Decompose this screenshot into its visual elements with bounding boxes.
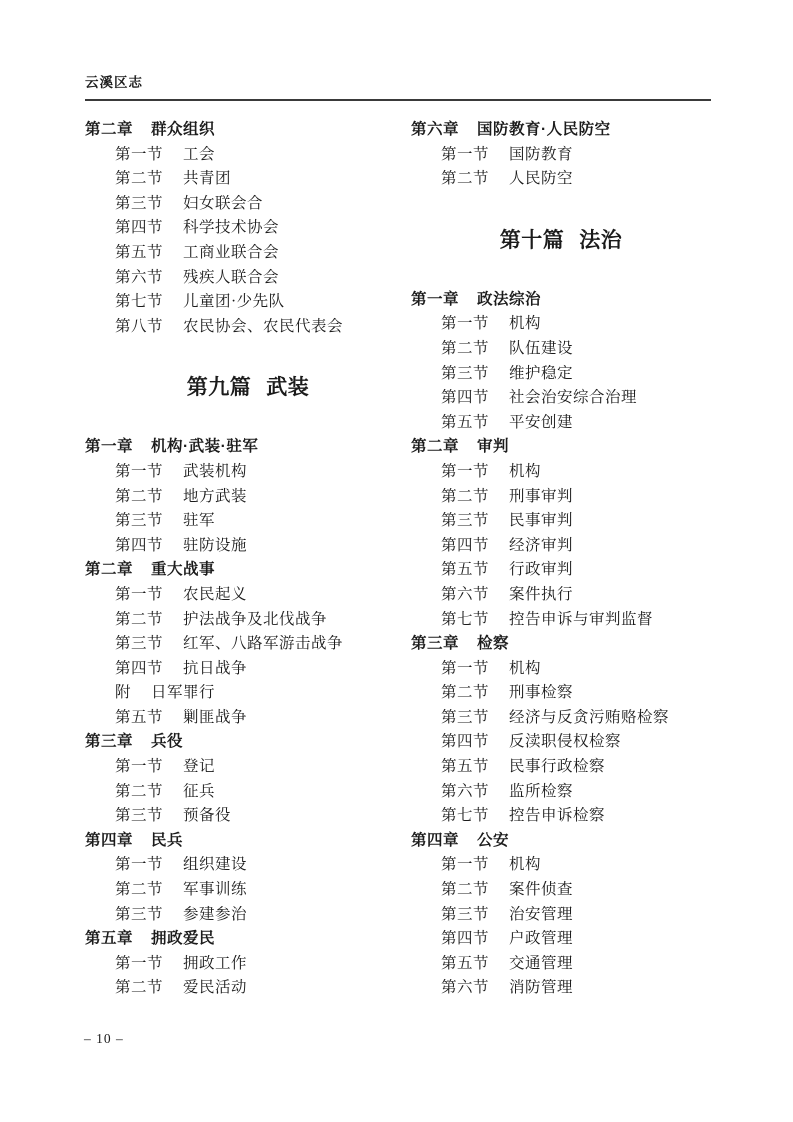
entry-number: 第九篇: [186, 376, 252, 400]
entry-title: 日军罪行: [151, 684, 216, 702]
entry-title: 军事训练: [183, 881, 248, 899]
toc-section-entry: [85, 143, 411, 168]
entry-number: 第一章: [411, 290, 460, 308]
entry-title: 机构·武装·驻军: [151, 438, 259, 456]
entry-number: 第一节: [441, 145, 490, 163]
entry-title: 武装: [266, 376, 310, 400]
toc-section-entry: [411, 534, 711, 559]
entry-number: 第四节: [115, 659, 164, 677]
entry-title: 反渎职侵权检察: [509, 733, 622, 751]
toc-section-entry: [85, 608, 411, 633]
entry-number: 第一节: [441, 315, 490, 333]
toc-section-entry: [411, 706, 711, 731]
page-number: – 10 –: [84, 1031, 124, 1046]
entry-number: 第四章: [411, 831, 460, 849]
entry-title: 科学技术协会: [183, 219, 280, 237]
toc-section-entry: [85, 632, 411, 657]
toc-section-entry: [411, 903, 711, 928]
entry-title: 农民起义: [183, 585, 248, 603]
entry-number: 附: [115, 684, 132, 702]
toc-section-entry: [85, 167, 411, 192]
entry-title: 农民协会、农民代表会: [183, 317, 344, 335]
toc-section-entry: [85, 534, 411, 559]
toc-section-entry: [85, 878, 411, 903]
entry-title: 经济与反贪污贿赂检察: [509, 708, 670, 726]
entry-number: 第四节: [115, 219, 164, 237]
entry-title: 行政审判: [509, 561, 574, 579]
entry-number: 第三章: [411, 635, 460, 653]
entry-title: 平安创建: [509, 413, 574, 431]
toc-section-entry: [85, 755, 411, 780]
entry-title: 剿匪战争: [183, 708, 248, 726]
entry-number: 第一节: [115, 462, 164, 480]
entry-title: 监所检察: [509, 782, 574, 800]
entry-number: 第六章: [411, 121, 460, 138]
entry-title: 爱民活动: [183, 979, 248, 997]
toc-section-entry: [411, 143, 711, 168]
toc-section-entry: [411, 312, 711, 337]
toc-chapter-entry: [411, 118, 711, 143]
toc-column-right: [411, 118, 711, 1001]
entry-title: 社会治安综合治理: [509, 389, 638, 407]
entry-number: 第二节: [441, 881, 490, 899]
toc-section-entry: [411, 952, 711, 977]
toc-section-entry: [85, 952, 411, 977]
toc-section-entry: [411, 681, 711, 706]
entry-title: 地方武装: [183, 487, 248, 505]
entry-title: 妇女联会合: [183, 194, 264, 212]
entry-number: 第四节: [441, 536, 490, 554]
toc-section-entry: [411, 411, 711, 436]
entry-number: 第二节: [441, 170, 490, 188]
entry-title: 儿童团·少先队: [183, 293, 285, 311]
toc-chapter-entry: [411, 829, 711, 854]
entry-number: 第五章: [85, 930, 134, 948]
toc-section-entry: [85, 485, 411, 510]
entry-title: 共青团: [183, 170, 232, 188]
entry-title: 法治: [579, 228, 623, 252]
toc-part-heading: [85, 373, 411, 403]
entry-number: 第三节: [115, 512, 164, 530]
toc-section-entry: [85, 460, 411, 485]
toc-section-entry: [411, 878, 711, 903]
entry-title: 控告申诉检察: [509, 807, 606, 825]
entry-title: 案件侦查: [509, 881, 574, 899]
toc-chapter-entry: [85, 558, 411, 583]
entry-title: 民事审判: [509, 512, 574, 530]
toc-section-entry: [411, 976, 711, 1001]
entry-number: 第三节: [441, 364, 490, 382]
entry-number: 第二节: [441, 684, 490, 702]
entry-title: 工会: [183, 145, 216, 163]
entry-number: 第三节: [115, 807, 164, 825]
entry-title: 经济审判: [509, 536, 574, 554]
entry-title: 红军、八路军游击战争: [183, 635, 344, 653]
toc-part-heading: [411, 226, 711, 256]
entry-number: 第十篇: [499, 228, 565, 252]
entry-title: 驻军: [183, 512, 216, 530]
entry-number: 第一节: [115, 145, 164, 163]
header-rule: [85, 99, 711, 101]
toc-chapter-entry: [85, 435, 411, 460]
entry-number: 第二章: [411, 438, 460, 456]
toc-section-entry: [85, 681, 411, 706]
entry-number: 第二章: [85, 121, 134, 138]
entry-title: 交通管理: [509, 954, 574, 972]
toc-section-entry: [411, 853, 711, 878]
toc-section-entry: [411, 780, 711, 805]
entry-title: 抗日战争: [183, 659, 248, 677]
toc-section-entry: [85, 216, 411, 241]
entry-number: 第四章: [85, 831, 134, 849]
entry-number: 第二节: [115, 610, 164, 628]
running-head: 云溪区志: [85, 75, 143, 90]
entry-title: 治安管理: [509, 905, 574, 923]
toc-section-entry: [411, 804, 711, 829]
entry-title: 机构: [509, 659, 542, 677]
entry-number: 第五节: [115, 243, 164, 261]
toc-section-entry: [85, 509, 411, 534]
entry-number: 第五节: [115, 708, 164, 726]
toc-section-entry: [411, 608, 711, 633]
entry-number: 第五节: [441, 954, 490, 972]
entry-number: 第三节: [115, 194, 164, 212]
entry-title: 登记: [183, 758, 216, 776]
toc-chapter-entry: [85, 829, 411, 854]
entry-title: 残疾人联合会: [183, 268, 280, 286]
entry-title: 预备役: [183, 807, 232, 825]
entry-number: 第三节: [441, 708, 490, 726]
entry-title: 工商业联合会: [183, 243, 280, 261]
entry-number: 第二节: [115, 487, 164, 505]
entry-number: 第一节: [441, 856, 490, 874]
entry-title: 控告申诉与审判监督: [509, 610, 654, 628]
entry-title: 人民防空: [509, 170, 574, 188]
entry-title: 户政管理: [509, 930, 574, 948]
entry-title: 检察: [477, 635, 510, 653]
toc-section-entry: [85, 780, 411, 805]
entry-title: 机构: [509, 462, 542, 480]
toc-section-entry: [85, 192, 411, 217]
entry-number: 第一章: [85, 438, 134, 456]
toc-section-entry: [85, 853, 411, 878]
entry-number: 第三节: [441, 512, 490, 530]
toc-section-entry: [411, 755, 711, 780]
toc-chapter-entry: [411, 435, 711, 460]
entry-number: 第一节: [115, 585, 164, 603]
entry-number: 第五节: [441, 561, 490, 579]
toc-section-entry: [411, 362, 711, 387]
toc-section-entry: [85, 583, 411, 608]
entry-number: 第二节: [115, 979, 164, 997]
entry-title: 机构: [509, 856, 542, 874]
toc-section-entry: [85, 266, 411, 291]
entry-number: 第一节: [115, 758, 164, 776]
entry-title: 维护稳定: [509, 364, 574, 382]
toc-section-entry: [85, 241, 411, 266]
toc-chapter-entry: [85, 927, 411, 952]
entry-number: 第七节: [115, 293, 164, 311]
entry-number: 第六节: [115, 268, 164, 286]
toc-section-entry: [85, 976, 411, 1001]
toc-chapter-entry: [85, 730, 411, 755]
toc-section-entry: [85, 804, 411, 829]
toc-section-entry: [411, 927, 711, 952]
entry-title: 国防教育·人民防空: [477, 121, 611, 138]
toc-section-entry: [411, 583, 711, 608]
entry-title: 拥政工作: [183, 954, 248, 972]
entry-title: 组织建设: [183, 856, 248, 874]
entry-title: 拥政爱民: [151, 930, 216, 948]
entry-title: 消防管理: [509, 979, 574, 997]
entry-title: 驻防设施: [183, 536, 248, 554]
toc-section-entry: [85, 657, 411, 682]
entry-number: 第四节: [441, 389, 490, 407]
toc-chapter-entry: [85, 118, 411, 143]
entry-title: 机构: [509, 315, 542, 333]
entry-number: 第八节: [115, 317, 164, 335]
toc-section-entry: [85, 706, 411, 731]
entry-title: 重大战事: [151, 561, 216, 579]
entry-title: 刑事检察: [509, 684, 574, 702]
entry-title: 国防教育: [509, 145, 574, 163]
entry-title: 民事行政检察: [509, 758, 606, 776]
entry-title: 公安: [477, 831, 510, 849]
entry-title: 民兵: [151, 831, 184, 849]
entry-title: 参建参治: [183, 905, 248, 923]
entry-number: 第六节: [441, 585, 490, 603]
entry-number: 第二节: [441, 487, 490, 505]
entry-number: 第三节: [441, 905, 490, 923]
toc-chapter-entry: [411, 288, 711, 313]
entry-number: 第三节: [115, 905, 164, 923]
entry-number: 第四节: [441, 930, 490, 948]
entry-number: 第五节: [441, 758, 490, 776]
toc-section-entry: [411, 558, 711, 583]
entry-number: 第七节: [441, 807, 490, 825]
entry-number: 第二节: [115, 782, 164, 800]
entry-number: 第七节: [441, 610, 490, 628]
entry-title: 兵役: [151, 733, 184, 751]
toc-section-entry: [411, 386, 711, 411]
entry-number: 第一节: [441, 462, 490, 480]
entry-title: 武装机构: [183, 462, 248, 480]
toc-column-left: [85, 118, 411, 1001]
toc-section-entry: [411, 337, 711, 362]
entry-number: 第二章: [85, 561, 134, 579]
entry-number: 第六节: [441, 782, 490, 800]
entry-title: 队伍建设: [509, 339, 574, 357]
entry-title: 护法战争及北伐战争: [183, 610, 328, 628]
entry-number: 第三章: [85, 733, 134, 751]
toc-section-entry: [411, 485, 711, 510]
entry-number: 第二节: [441, 339, 490, 357]
entry-title: 政法综治: [477, 290, 542, 308]
entry-number: 第三节: [115, 635, 164, 653]
entry-number: 第六节: [441, 979, 490, 997]
toc-section-entry: [411, 460, 711, 485]
entry-number: 第五节: [441, 413, 490, 431]
toc-section-entry: [85, 290, 411, 315]
entry-number: 第一节: [115, 954, 164, 972]
entry-number: 第一节: [115, 856, 164, 874]
entry-number: 第二节: [115, 881, 164, 899]
entry-title: 审判: [477, 438, 510, 456]
entry-title: 群众组织: [151, 121, 216, 138]
entry-number: 第四节: [441, 733, 490, 751]
entry-title: 刑事审判: [509, 487, 574, 505]
toc-section-entry: [85, 903, 411, 928]
entry-number: 第二节: [115, 170, 164, 188]
toc-chapter-entry: [411, 632, 711, 657]
toc-section-entry: [85, 315, 411, 340]
toc-section-entry: [411, 730, 711, 755]
toc-section-entry: [411, 167, 711, 192]
entry-number: 第四节: [115, 536, 164, 554]
entry-title: 征兵: [183, 782, 216, 800]
toc-section-entry: [411, 657, 711, 682]
entry-number: 第一节: [441, 659, 490, 677]
toc-section-entry: [411, 509, 711, 534]
entry-title: 案件执行: [509, 585, 574, 603]
